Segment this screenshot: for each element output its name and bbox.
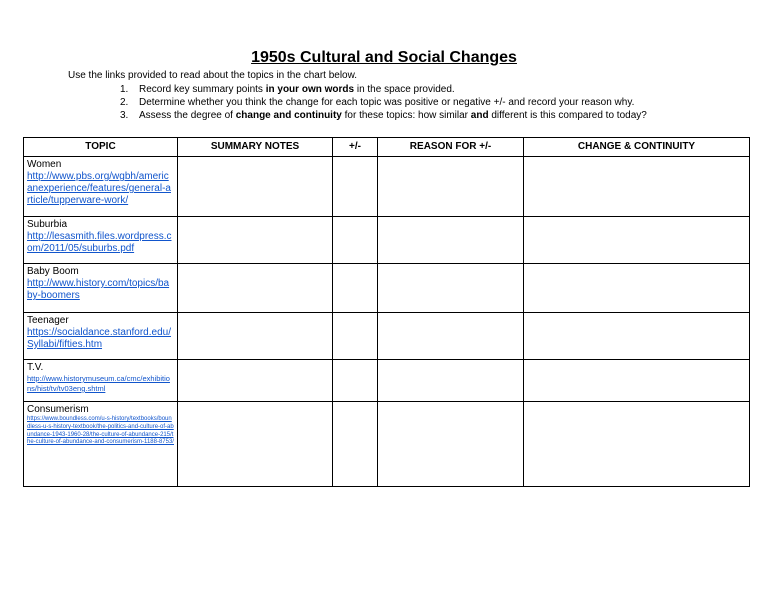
- topic-link[interactable]: http://www.historymuseum.ca/cmc/exhibitions/hist/tv/tv03eng.shtml: [27, 374, 170, 393]
- change-continuity-cell[interactable]: [524, 402, 750, 487]
- plus-minus-cell[interactable]: [333, 402, 378, 487]
- instruction-step: 1. Record key summary points in your own words in the space provided.: [120, 84, 455, 95]
- summary-notes-cell[interactable]: [178, 157, 333, 217]
- column-header-plus-minus: +/-: [333, 138, 378, 157]
- change-continuity-cell[interactable]: [524, 157, 750, 217]
- topic-link[interactable]: http://www.pbs.org/wgbh/americanexperience/features/general-article/tupperware-work/: [27, 171, 171, 206]
- reason-cell[interactable]: [378, 402, 524, 487]
- summary-notes-cell[interactable]: [178, 313, 333, 360]
- change-continuity-cell[interactable]: [524, 217, 750, 264]
- table-row: [24, 402, 750, 487]
- topic-label: T.V.: [27, 362, 44, 373]
- intro-text: Use the links provided to read about the topics in the chart below.: [68, 70, 358, 81]
- column-header-reason: REASON FOR +/-: [378, 138, 524, 157]
- topic-label: Teenager: [27, 315, 69, 326]
- change-continuity-cell[interactable]: [524, 360, 750, 402]
- document-title: 1950s Cultural and Social Changes: [251, 49, 517, 66]
- plus-minus-cell[interactable]: [333, 217, 378, 264]
- topic-label: Women: [27, 159, 62, 170]
- instruction-step: 3. Assess the degree of change and continuity for these topics: how similar and different is this compared to today?: [120, 110, 647, 121]
- topic-link[interactable]: https://socialdance.stanford.edu/Syllabi/fifties.htm: [27, 327, 171, 350]
- header-row: [24, 138, 750, 157]
- reason-cell[interactable]: [378, 313, 524, 360]
- column-header-change-continuity: CHANGE & CONTINUITY: [524, 138, 750, 157]
- topic-cell: [24, 157, 178, 217]
- summary-notes-cell[interactable]: [178, 360, 333, 402]
- topic-cell: [24, 402, 178, 487]
- topic-cell: [24, 313, 178, 360]
- table-row: [24, 264, 750, 313]
- table-row: [24, 313, 750, 360]
- column-header-topic: TOPIC: [24, 138, 178, 157]
- summary-notes-cell[interactable]: [178, 402, 333, 487]
- topic-label: Baby Boom: [27, 266, 79, 277]
- column-header-summary-notes: SUMMARY NOTES: [178, 138, 333, 157]
- topic-cell: [24, 360, 178, 402]
- table-row: [24, 157, 750, 217]
- topic-label: Suburbia: [27, 219, 68, 230]
- topic-cell: [24, 217, 178, 264]
- summary-notes-cell[interactable]: [178, 217, 333, 264]
- table-row: [24, 217, 750, 264]
- plus-minus-cell[interactable]: [333, 157, 378, 217]
- plus-minus-cell[interactable]: [333, 313, 378, 360]
- instruction-list: [120, 83, 647, 122]
- topic-link[interactable]: http://www.history.com/topics/baby-boomers: [27, 278, 170, 301]
- reason-cell[interactable]: [378, 157, 524, 217]
- reason-cell[interactable]: [378, 217, 524, 264]
- reason-cell[interactable]: [378, 264, 524, 313]
- topic-cell: [24, 264, 178, 313]
- change-continuity-cell[interactable]: [524, 313, 750, 360]
- plus-minus-cell[interactable]: [333, 264, 378, 313]
- instruction-step: 2. Determine whether you think the change for each topic was positive or negative +/- and record your reason why.: [120, 97, 635, 108]
- topic-link[interactable]: http://lesasmith.files.wordpress.com/2011/05/suburbs.pdf: [27, 231, 172, 254]
- topics-chart: [23, 137, 750, 487]
- summary-notes-cell[interactable]: [178, 264, 333, 313]
- change-continuity-cell[interactable]: [524, 264, 750, 313]
- table-row: [24, 360, 750, 402]
- reason-cell[interactable]: [378, 360, 524, 402]
- topic-label: Consumerism: [27, 404, 89, 415]
- plus-minus-cell[interactable]: [333, 360, 378, 402]
- topic-link[interactable]: https://www.boundless.com/u-s-history/textbooks/boundless-u-s-history-textbook/the-politics-and-culture-of-abundance-1943-1960-28/the-culture-of-abundance-215/the-culture-of-abundance-and-consumerism-1188-8753/: [27, 416, 174, 446]
